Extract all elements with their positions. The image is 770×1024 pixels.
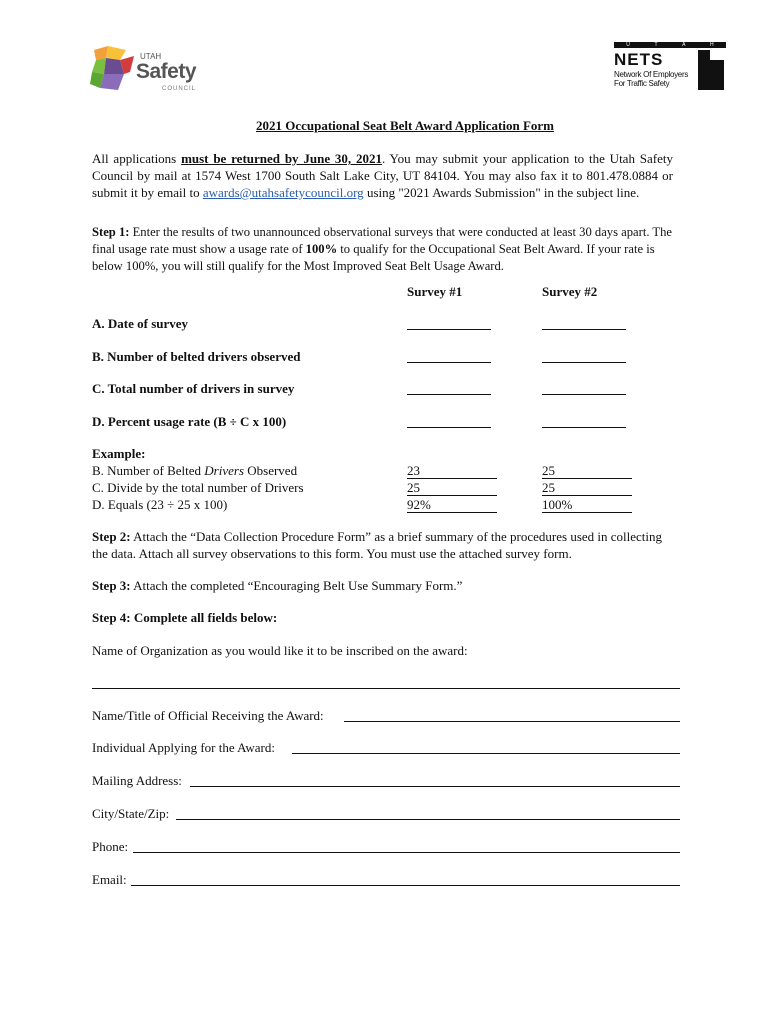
individual-input[interactable]: [292, 753, 680, 754]
nets-line2: For Traffic Safety: [614, 79, 670, 88]
survey-row-label: D. Percent usage rate (B ÷ C x 100): [92, 414, 287, 429]
phone-input[interactable]: [133, 852, 680, 853]
nets-top-bar: [614, 42, 726, 48]
example-row: C. Divide by the total number of Drivers: [92, 480, 304, 495]
survey1-belted-field[interactable]: [407, 350, 491, 363]
city-input[interactable]: [176, 819, 680, 820]
example-s1-value: 23: [407, 463, 497, 479]
example-row: D. Equals (23 ÷ 25 x 100): [92, 497, 228, 512]
survey-row-label: C. Total number of drivers in survey: [92, 381, 295, 396]
step1-label: Step 1:: [92, 225, 130, 239]
step3-paragraph: [92, 577, 673, 594]
survey2-total-field[interactable]: [542, 382, 626, 395]
official-label: Name/Title of Official Receiving the Award:: [92, 708, 324, 723]
org-name-label: Name of Organization as you would like it to be inscribed on the award:: [92, 643, 468, 658]
example-s2-value: 25: [542, 463, 632, 479]
deadline-text: must be returned by June 30, 2021: [181, 151, 382, 166]
survey-col2-header: Survey #2: [542, 284, 598, 299]
nets-letter: H: [710, 42, 714, 48]
nets-line1: Network Of Employers: [614, 70, 689, 79]
step2-paragraph: [92, 528, 673, 562]
city-label: City/State/Zip:: [92, 806, 170, 821]
step1-text-b: to qualify for the Occupational Seat Belt Award. If your rate is below 100%, you will still qualify for the Most Improved Seat Belt Usage Award.: [92, 242, 655, 273]
intro-text-a: All applications: [92, 151, 182, 166]
utah-safety-council-logo: [90, 44, 200, 96]
org-name-input[interactable]: [92, 688, 680, 689]
example-heading: Example:: [92, 446, 146, 461]
step1-paragraph: [92, 224, 673, 275]
survey1-percent-field[interactable]: [407, 415, 491, 428]
logo-main-text: Safety: [136, 60, 197, 83]
step2-label: Step 2:: [92, 529, 131, 544]
nets-main-text: NETS: [614, 50, 664, 69]
survey1-date-field[interactable]: [407, 317, 491, 330]
survey2-percent-field[interactable]: [542, 415, 626, 428]
example-row1-italic: Drivers: [204, 463, 245, 478]
step1-bold: 100%: [305, 242, 338, 256]
mailing-label: Mailing Address:: [92, 773, 182, 788]
example-row1-a: B. Number of Belted: [92, 463, 205, 478]
intro-paragraph: [92, 150, 673, 201]
example-row: [92, 463, 297, 479]
nets-letter: A: [682, 42, 686, 48]
survey-row-label: B. Number of belted drivers observed: [92, 349, 301, 364]
example-s1-value: 25: [407, 480, 497, 496]
nets-letter: T: [654, 42, 658, 48]
step4-heading: Step 4: Complete all fields below:: [92, 610, 278, 625]
form-title: 2021 Occupational Seat Belt Award Application Form: [255, 118, 555, 133]
example-s2-value: 100%: [542, 497, 632, 513]
survey1-total-field[interactable]: [407, 382, 491, 395]
mailing-input[interactable]: [190, 786, 680, 787]
example-s1-value: 92%: [407, 497, 497, 513]
email-link[interactable]: awards@utahsafetycouncil.org: [202, 185, 364, 200]
example-row1-b: Observed: [244, 463, 298, 478]
survey-row-label: A. Date of survey: [92, 316, 189, 331]
phone-label: Phone:: [92, 839, 129, 854]
step3-label: Step 3:: [92, 578, 131, 593]
survey-col1-header: Survey #1: [407, 284, 463, 299]
nets-letter: U: [626, 42, 630, 48]
logo-sub-text: COUNCIL: [162, 86, 197, 92]
individual-label: Individual Applying for the Award:: [92, 740, 275, 755]
utah-safety-council-emblem: [90, 44, 140, 94]
intro-text-b: . You may submit your application to the Utah Safety Council by mail at 1574 West 1700 South Salt Lake City, UT 84104. You may also fax it to 801.478.0884 or submit it by email to: [92, 151, 673, 200]
logo-small-text: UTAH: [140, 52, 162, 61]
survey2-belted-field[interactable]: [542, 350, 626, 363]
email-label: Email:: [92, 872, 127, 887]
email-input[interactable]: [131, 885, 680, 886]
step3-text: Attach the completed “Encouraging Belt Use Summary Form.”: [130, 578, 463, 593]
example-s2-value: 25: [542, 480, 632, 496]
survey2-date-field[interactable]: [542, 317, 626, 330]
utah-state-icon: [696, 50, 726, 90]
step2-text: Attach the “Data Collection Procedure Form” as a brief summary of the procedures used in collecting the data. Attach all survey observations to this form. You must use the attached survey form.: [92, 529, 663, 561]
official-input[interactable]: [344, 721, 680, 722]
step1-text-a: Enter the results of two unannounced observational surveys that were conducted at least 30 days apart. The final usage rate must show a usage rate of: [92, 225, 672, 256]
utah-nets-logo: [614, 42, 726, 90]
intro-text-c: using "2021 Awards Submission" in the subject line.: [363, 185, 640, 200]
